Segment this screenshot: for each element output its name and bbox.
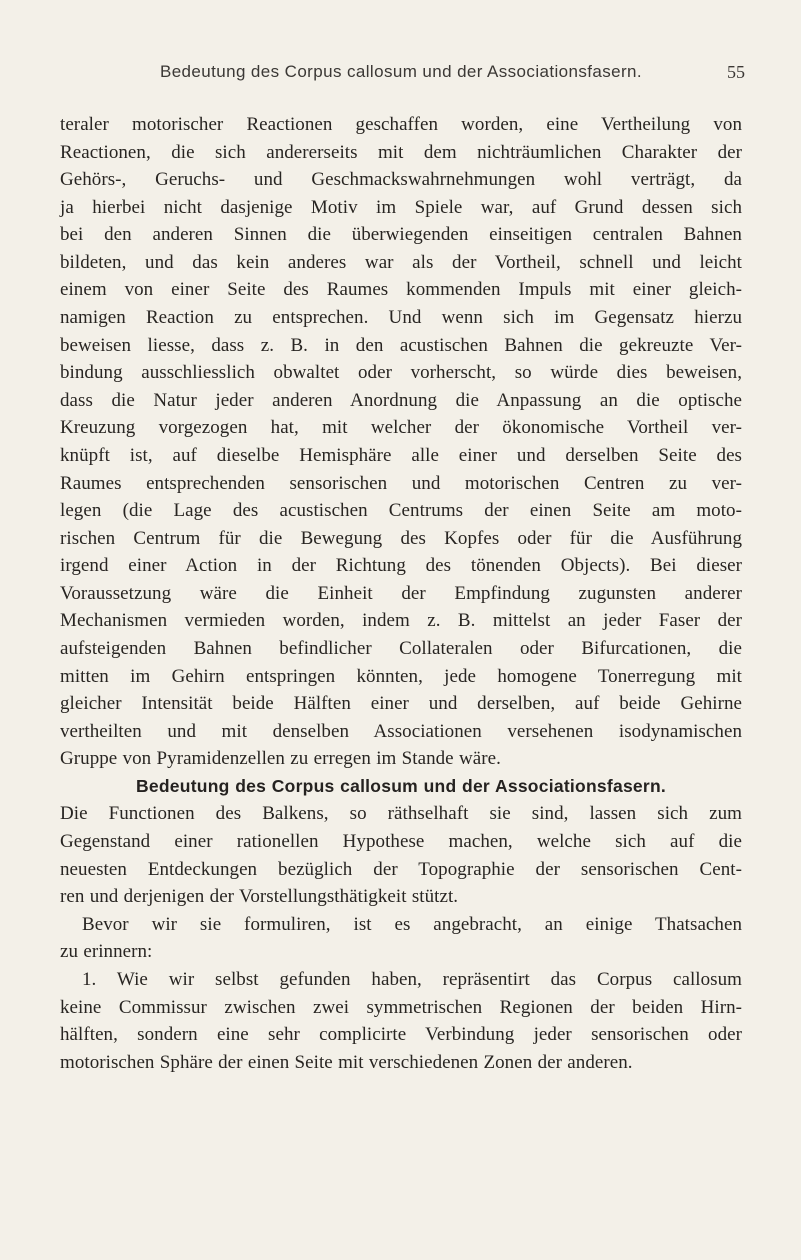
text-line: dass die Natur jeder anderen Anordnung die Anpassung an die optische [60,389,742,411]
text-line: bindung ausschliesslich obwaltet oder vorherscht, so würde dies beweisen, [60,362,742,384]
text-line: vertheilten und mit denselben Associationen versehenen isodynamischen [60,720,742,742]
text-line: Gegenstand einer rationellen Hypothese machen, welche sich auf die [60,831,742,853]
text-line: Gruppe von Pyramidenzellen zu erregen im Stande wäre. [60,748,501,770]
text-line: Kreuzung vorgezogen hat, mit welcher der ökonomische Vortheil ver- [60,417,742,439]
text-line: 1. Wie wir selbst gefunden haben, repräsentirt das Corpus callosum [82,968,742,990]
text-line: bei den anderen Sinnen die überwiegenden einseitigen centralen Bahnen [60,224,742,246]
text-line: Raumes entsprechenden sensorischen und motorischen Centren zu ver- [60,472,742,494]
text-line: aufsteigenden Bahnen befindlicher Collateralen oder Bifurcationen, die [60,637,742,659]
text-line: hälften, sondern eine sehr complicirte Verbindung jeder sensorischen oder [60,1024,742,1046]
text-line: neuesten Entdeckungen bezüglich der Topographie der sensorischen Cent- [60,858,742,880]
text-line: namigen Reaction zu entsprechen. Und wenn sich im Gegensatz hierzu [60,307,742,329]
text-line: Bevor wir sie formuliren, ist es angebracht, an einige Thatsachen [82,913,742,935]
text-line: knüpft ist, auf dieselbe Hemisphäre alle einer und derselben Seite des [60,444,742,466]
text-line: Gehörs-, Geruchs- und Geschmackswahrnehmungen wohl verträgt, da [60,169,742,191]
text-line: Die Functionen des Balkens, so räthselhaft sie sind, lassen sich zum [60,803,742,825]
text-line: zu erinnern: [60,941,153,963]
section-heading: Bedeutung des Corpus callosum und der Associationsfasern. [135,775,667,796]
text-line: rischen Centrum für die Bewegung des Kopfes oder für die Ausführung [60,527,742,549]
text-line: mitten im Gehirn entspringen könnten, jede homogene Tonerregung mit [60,665,742,687]
text-line: Mechanismen vermieden worden, indem z. B. mittelst an jeder Faser der [60,610,742,632]
running-title: Bedeutung des Corpus callosum und der Associationsfasern. [159,62,643,81]
text-line: ren und derjenigen der Vorstellungsthätigkeit stützt. [60,886,459,908]
text-line: ja hierbei nicht dasjenige Motiv im Spiele war, auf Grund dessen sich [60,196,742,218]
page-number: 55 [727,62,745,82]
running-header [60,62,745,90]
text-line: gleicher Intensität beide Hälften einer und derselben, auf beide Gehirne [60,693,742,715]
text-line: teraler motorischer Reactionen geschaffen worden, eine Vertheilung von [60,114,742,135]
text-line: Voraussetzung wäre die Einheit der Empfindung zugunsten anderer [60,582,742,604]
text-line: bildeten, und das kein anderes war als der Vortheil, schnell und leicht [60,251,742,273]
text-line: Reactionen, die sich andererseits mit dem nichträumlichen Charakter der [60,141,742,163]
text-line: irgend einer Action in der Richtung des tönenden Objects). Bei dieser [60,555,742,577]
text-line: keine Commissur zwischen zwei symmetrischen Regionen der beiden Hirn- [60,996,742,1018]
text-line: einem von einer Seite des Raumes kommenden Impuls mit einer gleich- [60,279,742,301]
text-line: beweisen liesse, dass z. B. in den acustischen Bahnen die gekreuzte Ver- [60,334,742,356]
text-line: motorischen Sphäre der einen Seite mit verschiedenen Zonen der anderen. [60,1051,633,1073]
body-text [60,111,742,1076]
text-line: legen (die Lage des acustischen Centrums der einen Seite am moto- [60,500,742,522]
